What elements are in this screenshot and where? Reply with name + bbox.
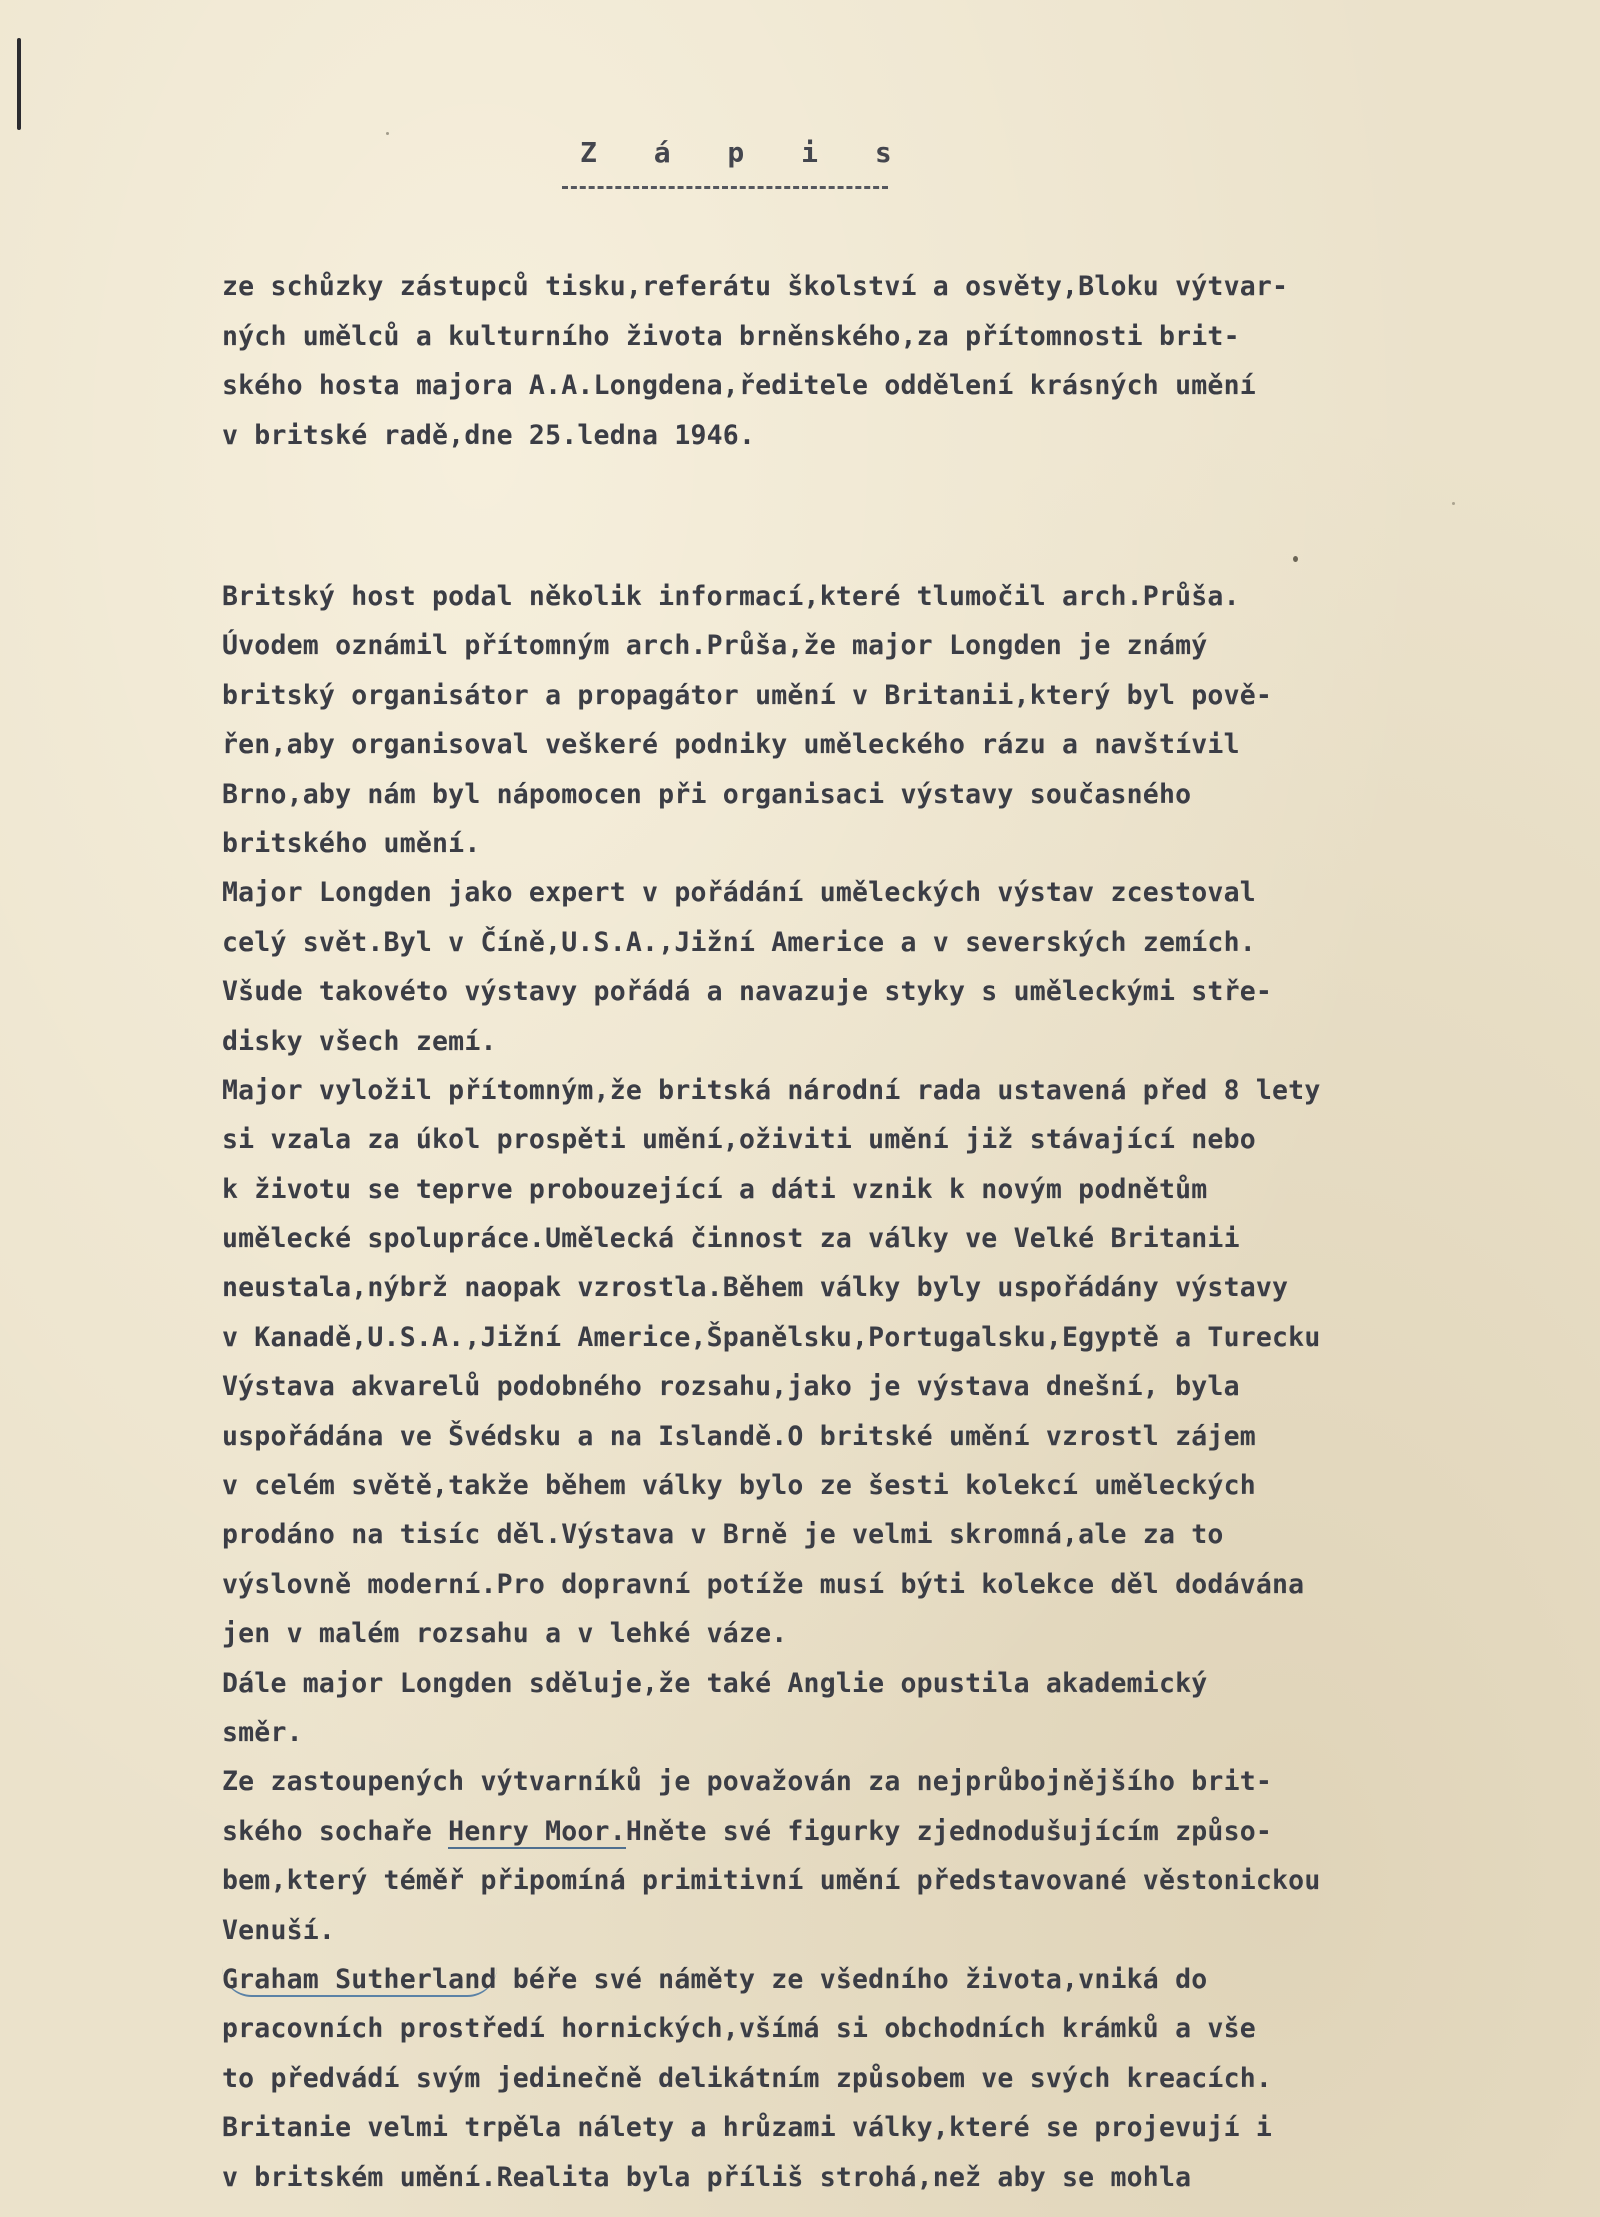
body-line: k životu se teprve probouzející a dáti vznik k novým podnětům — [222, 1173, 1208, 1205]
body-line: Brno,aby nám byl nápomocen při organisaci výstavy současného — [222, 778, 1192, 810]
paper-speck — [386, 132, 389, 135]
body-line-sutherland — [222, 1955, 1592, 2004]
document-title: Z á p i s — [580, 136, 912, 169]
margin-ink-mark — [17, 38, 21, 130]
body-line: Venuší. — [222, 1914, 336, 1946]
intro-line: ze schůzky zástupců tisku,referátu školství a osvěty,Bloku výtvar- — [222, 271, 1289, 302]
body-line: výslovně moderní.Pro dopravní potíže musí býti kolekce děl dodávána — [222, 1568, 1305, 1600]
intro-line: ského hosta majora A.A.Longdena,ředitele oddělení krásných umění — [222, 370, 1256, 401]
body-line: disky všech zemí. — [222, 1025, 497, 1057]
body-line: Britanie velmi trpěla nálety a hrůzami války,které se projevují i — [222, 2112, 1273, 2144]
paper-speck — [1293, 556, 1298, 562]
body-line: v britském umění.Realita byla příliš strohá,než aby se mohla — [222, 2161, 1192, 2193]
body-line: řen,aby organisoval veškeré podniky uměleckého rázu a navštívil — [222, 729, 1240, 761]
body-line: v Kanadě,U.S.A.,Jižní Americe,Španělsku,Portugalsku,Egyptě a Turecku — [222, 1321, 1321, 1353]
body-line: si vzala za úkol prospěti umění,oživiti umění již stávající nebo — [222, 1124, 1256, 1156]
body-line: Britský host podal několik informací,které tlumočil arch.Průša. — [222, 581, 1240, 612]
body-line: Úvodem oznámil přítomným arch.Průša,že major Longden je známý — [222, 630, 1208, 662]
pencil-underline-moor: Henry Moor. — [448, 1815, 626, 1847]
body-line: Ze zastoupených výtvarníků je považován za nejprůbojnějšího brit- — [222, 1766, 1273, 1798]
body-line: jen v malém rozsahu a v lehké váze. — [222, 1618, 788, 1650]
text-fragment: béře své náměty ze všedního života,vniká do — [496, 1963, 1208, 1995]
title-underline — [562, 186, 888, 189]
body-line: uspořádána ve Švédsku a na Islandě.O britské umění vzrostl zájem — [222, 1420, 1256, 1452]
body-line: britský organisátor a propagátor umění v Britanii,který byl pově- — [222, 679, 1273, 711]
body-line: Všude takovéto výstavy pořádá a navazuje styky s uměleckými stře- — [222, 976, 1273, 1008]
body-line: britského umění. — [222, 827, 481, 859]
body-line: Major Longden jako expert v pořádání uměleckých výstav zcestoval — [222, 877, 1256, 909]
body-line: Major vyložil přítomným,že britská národní rada ustavená před 8 lety — [222, 1074, 1321, 1106]
body-line: pracovních prostředí hornických,všímá si obchodních krámků a vše — [222, 2013, 1256, 2045]
minutes-body — [222, 572, 1592, 2202]
body-line: v celém světě,takže během války bylo ze šesti kolekcí uměleckých — [222, 1470, 1256, 1502]
text-fragment: ského sochaře — [222, 1815, 449, 1847]
pencil-underline-sutherland: Graham Sutherland — [222, 1963, 497, 1995]
intro-line: v britské radě,dne 25.ledna 1946. — [222, 419, 756, 451]
intro-line: ných umělců a kulturního života brněnského,za přítomnosti brit- — [222, 320, 1240, 352]
body-line: Dále major Longden sděluje,že také Anglie opustila akademický — [222, 1667, 1208, 1699]
body-line: prodáno na tisíc děl.Výstava v Brně je velmi skromná,ale za to — [222, 1519, 1224, 1551]
body-line: neustala,nýbrž naopak vzrostla.Během války byly uspořádány výstavy — [222, 1272, 1289, 1304]
body-line: to předvádí svým jedinečně delikátním způsobem ve svých kreacích. — [222, 2062, 1273, 2094]
text-fragment: Hněte své figurky zjednodušujícím způso- — [625, 1815, 1273, 1847]
body-line: Výstava akvarelů podobného rozsahu,jako je výstava dnešní, byla — [222, 1371, 1240, 1403]
body-line: celý svět.Byl v Číně,U.S.A.,Jižní Americe a v severských zemích. — [222, 926, 1256, 958]
paper-speck — [1452, 502, 1455, 505]
body-line: bem,který téměř připomíná primitivní umění představované věstonickou — [222, 1865, 1321, 1897]
body-line: umělecké spolupráce.Umělecká činnost za války ve Velké Britanii — [222, 1223, 1240, 1255]
body-line: směr. — [222, 1716, 303, 1748]
body-line-moor — [222, 1807, 1592, 1856]
intro-paragraph — [222, 262, 1582, 460]
